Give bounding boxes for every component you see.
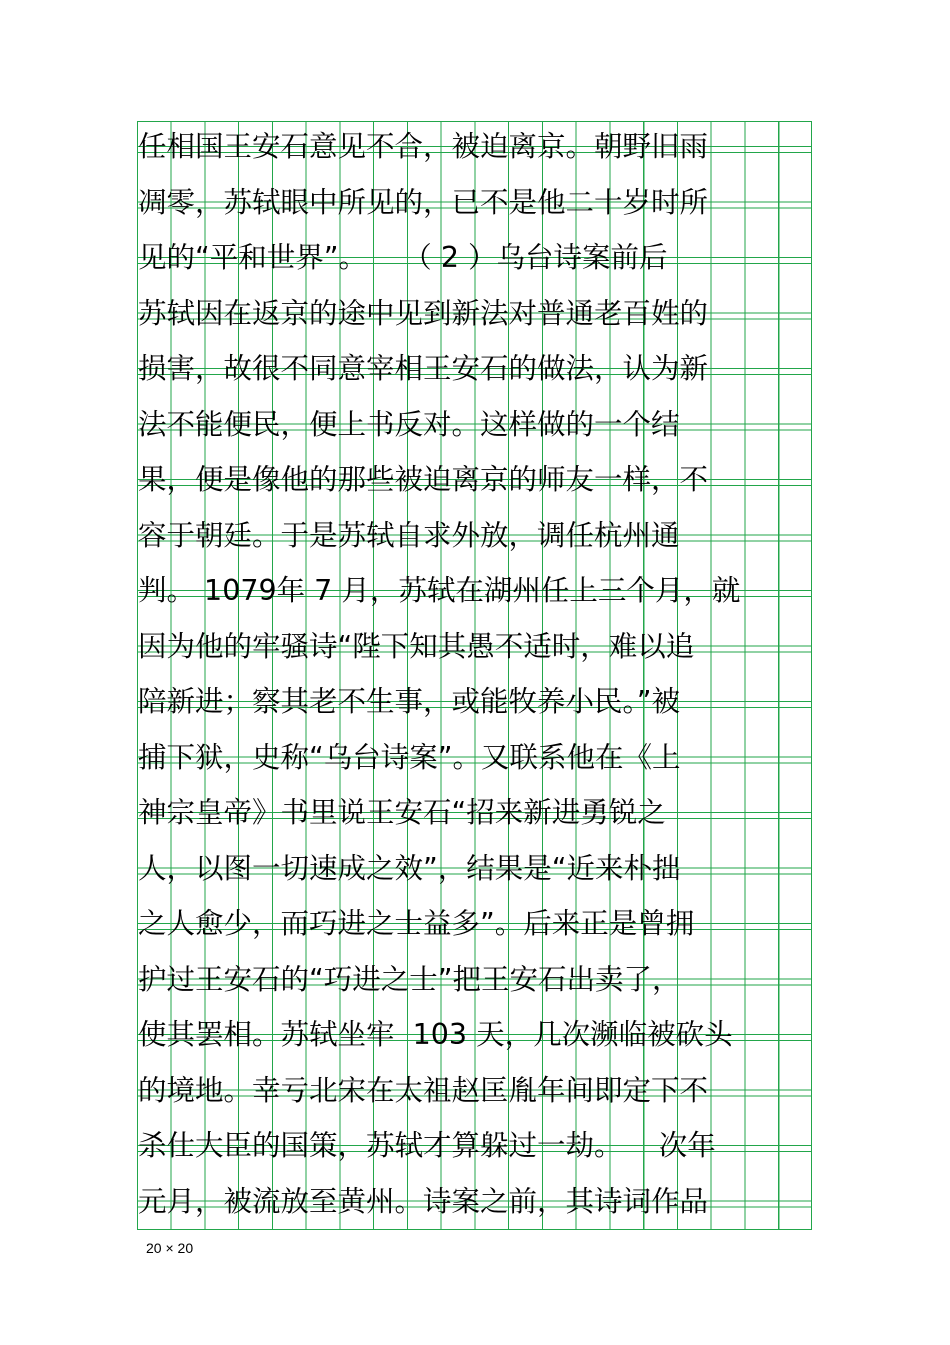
text-line-10: 因为他的牢骚诗“陛下知其愚不适时，难以追 — [138, 630, 695, 663]
text-line-20: 元月，被流放至黄州。诗案之前，其诗词作品 — [138, 1185, 709, 1218]
text-line-14: 人，以图一切速成之效”，结果是“近来朴拙 — [138, 852, 681, 885]
text-line-4: 苏轼因在返京的途中见到新法对普通老百姓的 — [138, 297, 709, 330]
text-line-16: 护过王安石的“巧进之士”把王安石出卖了， — [138, 963, 681, 996]
text-line-11: 陪新进；察其老不生事，或能牧养小民。”被 — [138, 685, 681, 718]
text-line-15: 之人愈少，而巧进之士益多”。后来正是曾拥 — [138, 907, 695, 940]
text-line-6: 法不能便民，便上书反对。这样做的一个结 — [138, 408, 680, 441]
text-line-12: 捕下狱，史称“乌台诗案”。又联系他在《上 — [138, 741, 681, 774]
manuscript-grid — [137, 121, 812, 1230]
text-line-3: 见的“平和世界”。 （ 2 ）乌台诗案前后 — [138, 241, 668, 274]
text-line-19: 杀仕大臣的国策，苏轼才算躲过一劫。 次年 — [138, 1129, 716, 1162]
grid-size-caption: 20 × 20 — [146, 1240, 194, 1256]
text-line-1: 任相国王安石意见不合，被迫离京。朝野旧雨 — [138, 130, 709, 163]
text-line-13: 神宗皇帝》书里说王安石“招来新进勇锐之 — [138, 796, 666, 829]
text-line-5: 损害，故很不同意宰相王安石的做法，认为新 — [138, 352, 709, 385]
text-line-2: 凋零，苏轼眼中所见的，已不是他二十岁时所 — [138, 186, 709, 219]
text-line-17: 使其罢相。苏轼坐牢 103 天，几次濒临被砍头 — [138, 1018, 733, 1051]
text-line-7: 果，便是像他的那些被迫离京的师友一样，不 — [138, 463, 709, 496]
text-line-9: 判。 1079年 7 月，苏轼在湖州任上三个月，就 — [138, 574, 741, 607]
text-line-18: 的境地。幸亏北宋在太祖赵匡胤年间即定下不 — [138, 1074, 709, 1107]
text-line-8: 容于朝廷。于是苏轼自求外放，调任杭州通 — [138, 519, 680, 552]
